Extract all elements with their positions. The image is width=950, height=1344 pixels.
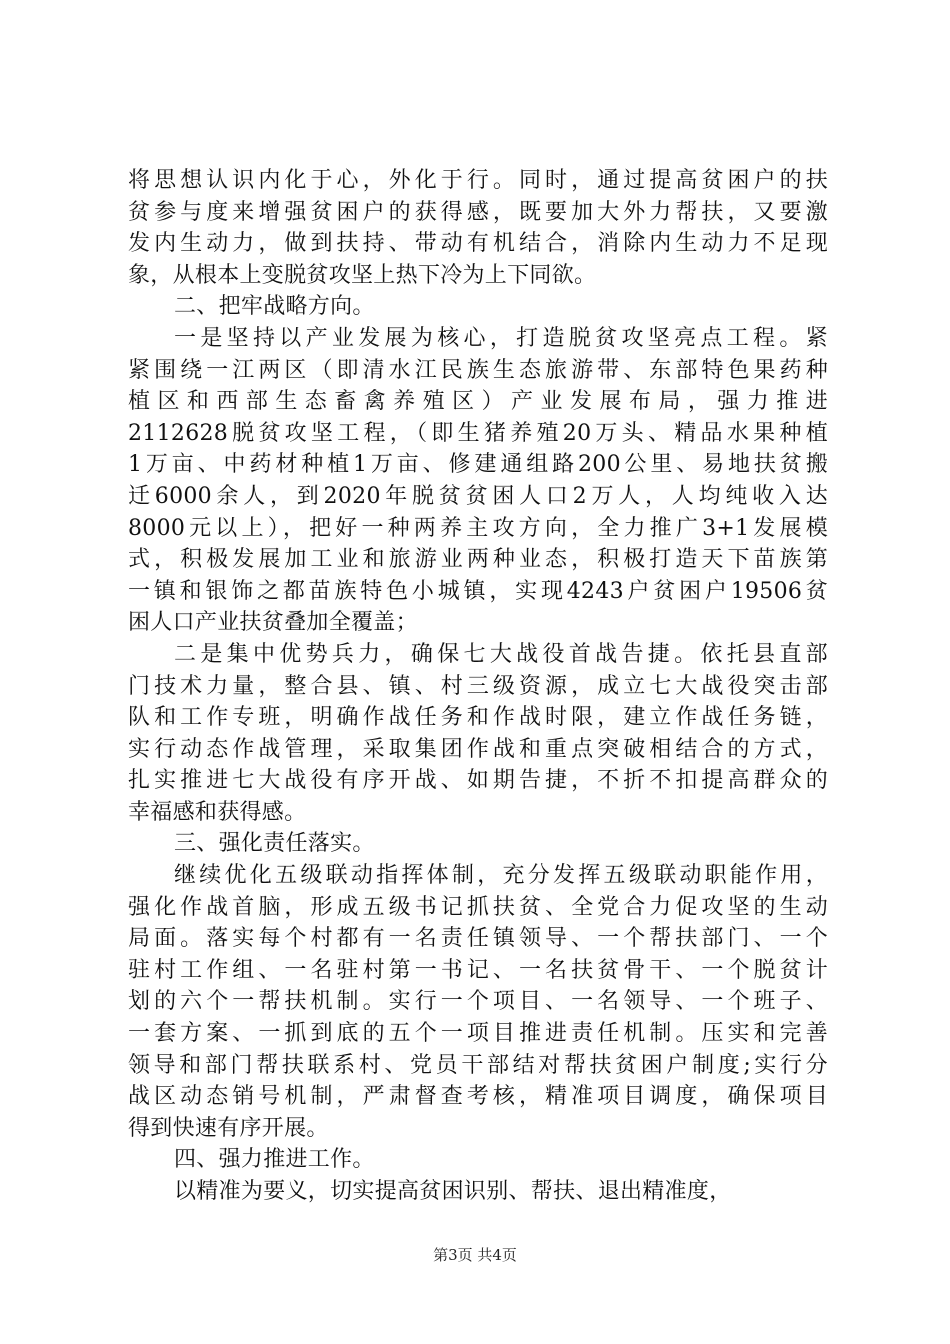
text-line: 得到快速有序开展。 <box>128 1115 329 1141</box>
text-line: 三、强化责任落实。 <box>174 831 375 857</box>
text-line: 驻村工作组、一名驻村第一书记、一名扶贫骨干、一个脱贫计 <box>128 957 828 983</box>
text-line: 战区动态销号机制，严肃督查考核，精准项目调度，确保项目 <box>128 1084 828 1110</box>
text-line: 式，积极发展加工业和旅游业两种业态，积极打造天下苗族第 <box>128 547 828 573</box>
page-footer: 第3页 共4页 <box>433 1246 517 1264</box>
text-line: 二、把牢战略方向。 <box>174 294 375 320</box>
text-line: 实行动态作战管理，采取集团作战和重点突破相结合的方式， <box>128 736 828 762</box>
text-line: 扎实推进七大战役有序开战、如期告捷，不折不扣提高群众的 <box>128 768 828 794</box>
text-line: 四、强力推进工作。 <box>174 1147 375 1173</box>
text-line: 一镇和银饰之都苗族特色小城镇，实现4243户贫困户19506贫 <box>128 578 828 604</box>
text-line: 划的六个一帮扶机制。实行一个项目、一名领导、一个班子、 <box>128 989 828 1015</box>
text-line: 贫参与度来增强贫困户的获得感，既要加大外力帮扶，又要激 <box>128 199 828 225</box>
text-line: 植区和西部生态畜禽养殖区）产业发展布局，强力推进 <box>128 389 828 415</box>
text-line: 队和工作专班，明确作战任务和作战时限，建立作战任务链， <box>128 705 828 731</box>
text-line: 8000元以上），把好一种两养主攻方向，全力推广3+1发展模 <box>128 515 828 541</box>
paragraph <box>128 323 828 639</box>
paragraph <box>128 639 828 829</box>
text-line: 局面。落实每个村都有一名责任镇领导、一个帮扶部门、一个 <box>128 926 828 952</box>
text-line: 门技术力量，整合县、镇、村三级资源，成立七大战役突击部 <box>128 673 828 699</box>
text-line: 二是集中优势兵力，确保七大战役首战告捷。依托县直部 <box>174 641 828 667</box>
text-line: 继续优化五级联动指挥体制，充分发挥五级联动职能作用， <box>174 863 828 889</box>
paragraph <box>128 1144 828 1176</box>
text-line: 紧围绕一江两区（即清水江民族生态旅游带、东部特色果药种 <box>128 357 828 383</box>
text-line: 困人口产业扶贫叠加全覆盖； <box>128 610 418 636</box>
text-line: 强化作战首脑，形成五级书记抓扶贫、全党合力促攻坚的生动 <box>128 894 828 920</box>
paragraph <box>128 828 828 860</box>
text-line: 将思想认识内化于心，外化于行。同时，通过提高贫困户的扶 <box>128 168 828 193</box>
text-line: 发内生动力，做到扶持、带动有机结合，消除内生动力不足现 <box>128 231 828 257</box>
paragraph <box>128 165 828 291</box>
text-line: 一是坚持以产业发展为核心，打造脱贫攻坚亮点工程。紧 <box>174 325 828 351</box>
text-line: 象，从根本上变脱贫攻坚上热下冷为上下同欲。 <box>128 262 597 288</box>
text-line: 迁6000余人，到2020年脱贫贫困人口2万人，人均纯收入达 <box>128 483 828 509</box>
text-line: 领导和部门帮扶联系村、党员干部结对帮扶贫困户制度;实行分 <box>128 1052 828 1078</box>
text-line: 1万亩、中药材种植1万亩、修建通组路200公里、易地扶贫搬 <box>128 452 828 478</box>
text-line: 幸福感和获得感。 <box>128 799 307 825</box>
document-body <box>128 165 828 1208</box>
paragraph <box>128 1176 828 1208</box>
paragraph <box>128 860 828 1144</box>
text-line: 一套方案、一抓到底的五个一项目推进责任机制。压实和完善 <box>128 1021 828 1047</box>
text-line: 以精准为要义，切实提高贫困识别、帮扶、退出精准度， <box>174 1179 732 1204</box>
paragraph <box>128 291 828 323</box>
text-line: 2112628脱贫攻坚工程，（即生猪养殖20万头、精品水果种植 <box>128 420 828 446</box>
